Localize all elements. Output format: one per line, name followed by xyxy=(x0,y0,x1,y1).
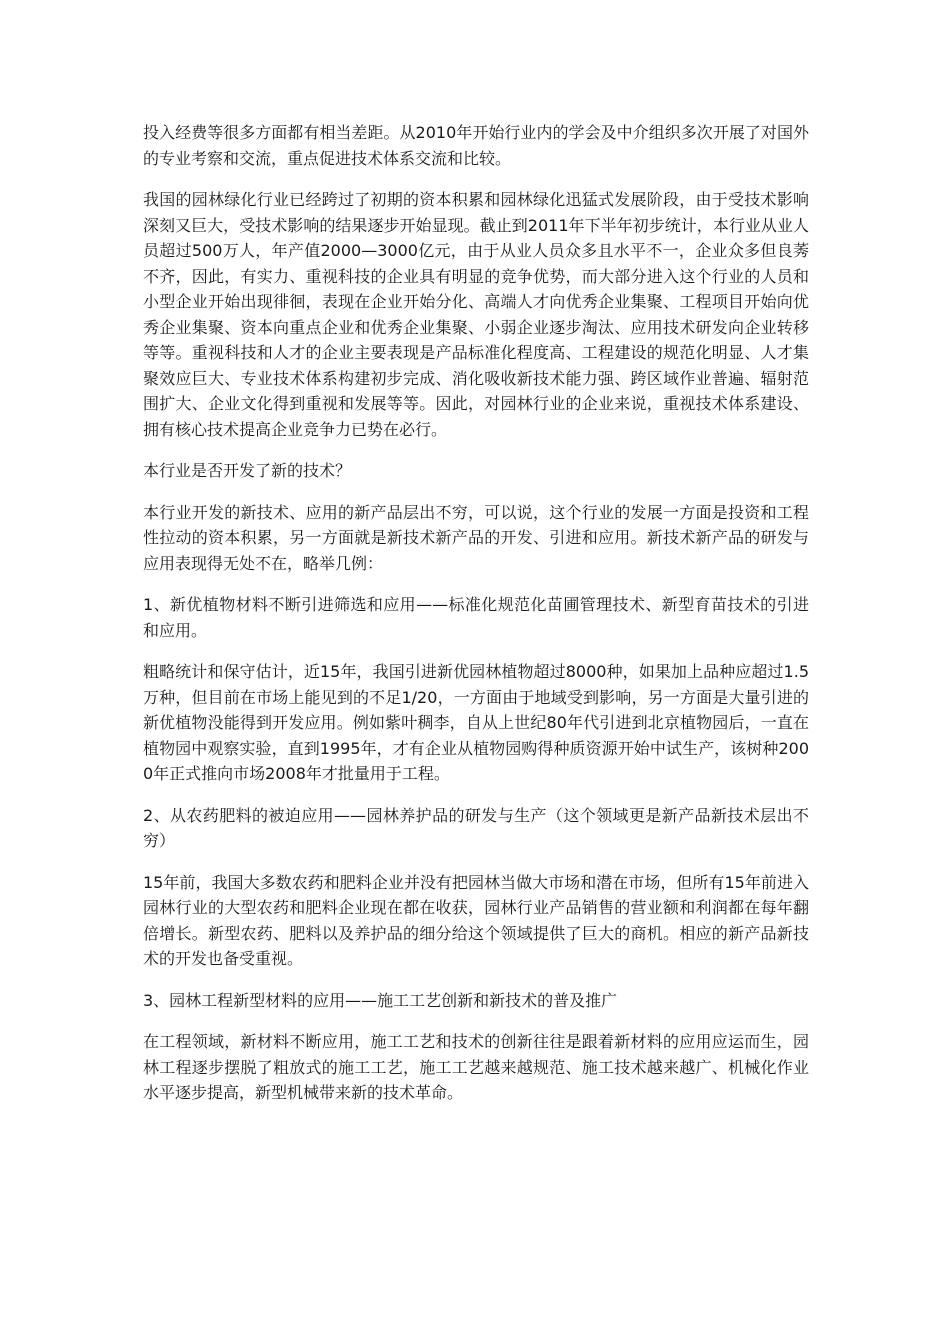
paragraph-item-1-body: 粗略统计和保守估计，近15年，我国引进新优园林植物超过8000种，如果加上品种应超过1.5万种，但目前在市场上能见到的不足1/20，一方面由于地域受到影响，另一方面是大量引进的新优植物没能得到开发应用。例如紫叶稠李，自从上世纪80年代引进到北京植物园后，一直在植物园中观察实验，直到1995年，才有企业从植物园购得种质资源开始中试生产，该树种2000年正式推向市场2008年才批量用于工程。 xyxy=(143,662,809,783)
paragraph-item-2-heading: 2、从农药肥料的被迫应用——园林养护品的研发与生产（这个领域更是新产品新技术层出不穷） xyxy=(143,805,809,850)
paragraph-item-2-body: 15年前，我国大多数农药和肥料企业并没有把园林当做大市场和潜在市场，但所有15年前进入园林行业的大型农药和肥料企业现在都在收获，园林行业产品销售的营业额和利润都在每年翻倍增长。新型农药、肥料以及养护品的细分给这个领域提供了巨大的商机。相应的新产品新技术的开发也备受重视。 xyxy=(143,872,809,968)
paragraph-funding-gap: 投入经费等很多方面都有相当差距。从2010年开始行业内的学会及中介组织多次开展了对国外的专业考察和交流，重点促进技术体系交流和比较。 xyxy=(143,123,809,168)
paragraph-industry-status: 我国的园林绿化行业已经跨过了初期的资本积累和园林绿化迅猛式发展阶段，由于受技术影响深刻又巨大，受技术影响的结果逐步开始显现。截止到2011年下半年初步统计，本行业从业人员超过500万人，年产值2000—3000亿元，由于从业人员众多且水平不一，企业众多但良莠不齐，因此，有实力、重视科技的企业具有明显的竞争优势，而大部分进入这个行业的人员和小型企业开始出现徘徊，表现在企业开始分化、高端人才向优秀企业集聚、工程项目开始向优秀企业集聚、资本向重点企业和优秀企业集聚、小弱企业逐步淘汰、应用技术研发向企业转移等等。重视科技和人才的企业主要表现是产品标准化程度高、工程建设的规范化明显、人才集聚效应巨大、专业技术体系构建初步完成、消化吸收新技术能力强、跨区域作业普遍、辐射范围扩大、企业文化得到重视和发展等等。因此，对园林行业的企业来说，重视技术体系建设、拥有核心技术提高企业竞争力已势在必行。 xyxy=(143,190,809,439)
paragraph-item-1-heading: 1、新优植物材料不断引进筛选和应用——标准化规范化苗圃管理技术、新型育苗技术的引进和应用。 xyxy=(143,595,809,640)
paragraph-new-tech-question: 本行业是否开发了新的技术？ xyxy=(143,461,352,480)
paragraph-item-3-body: 在工程领域，新材料不断应用，施工工艺和技术的创新往往是跟着新材料的应用应运而生，园林工程逐步摆脱了粗放式的施工工艺，施工工艺越来越规范、施工技术越来越广、机械化作业水平逐步提高，新型机械带来新的技术革命。 xyxy=(143,1032,809,1102)
paragraph-new-tech-answer: 本行业开发的新技术、应用的新产品层出不穷，可以说，这个行业的发展一方面是投资和工程性拉动的资本积累，另一方面就是新技术新产品的开发、引进和应用。新技术新产品的研发与应用表现得无处不在，略举几例： xyxy=(143,502,809,573)
paragraph-item-3-heading: 3、园林工程新型材料的应用——施工工艺创新和新技术的普及推广 xyxy=(143,990,618,1010)
document-body xyxy=(143,120,809,1122)
